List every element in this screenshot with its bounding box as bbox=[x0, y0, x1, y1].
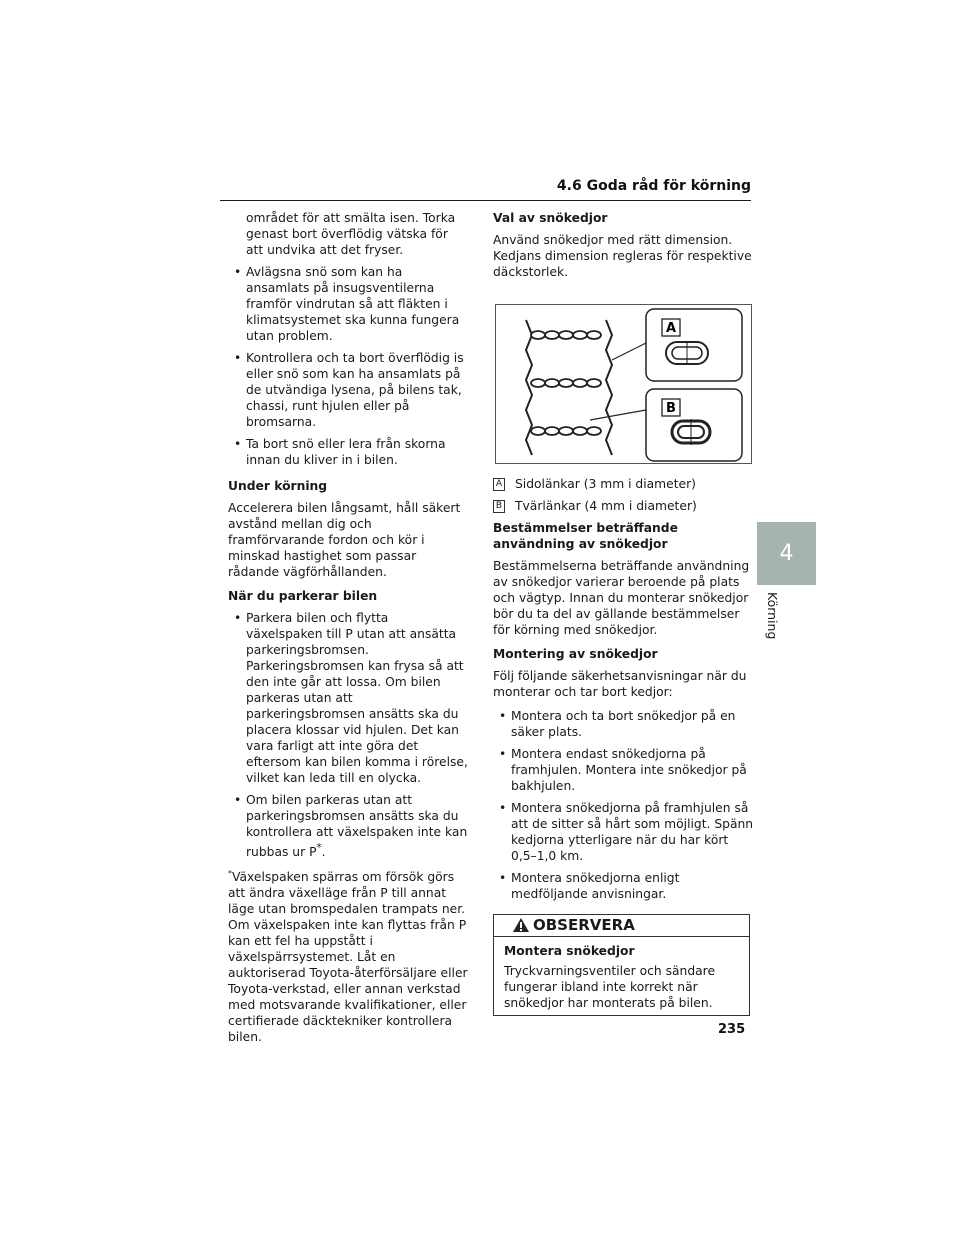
list-item: • Parkera bilen och flytta växelspaken till P utan att ansätta parkeringsbromsen. bbox=[228, 610, 468, 658]
legend-item-b bbox=[493, 498, 755, 514]
footnote-text: Växelspaken spärras om försök görs att ändra växelläge från P till annat läge utan bromspedalen trampats ner. Om växelspaken inte kan flyttas från P kan ett fel ha uppstått i växelspärrsystemet. Låt en auktoriserad Toyota-återförsäljare eller Toyota-verkstad, eller annan verkstad med motsvarande kvalifikationer, eller certifierade däcktekniker kontrollera bilen. bbox=[228, 870, 468, 1045]
paragraph-rules: Bestämmelserna beträffande användning av snökedjor varierar beroende på plats och vägtyp. Innan du monterar snökedjor bör du ta del av gällande bestämmelser för körning med snökedjor. bbox=[493, 559, 750, 637]
notice-box bbox=[493, 914, 750, 1016]
list-item: • Montera snökedjorna på framhjulen så att de sitter så hårt som möjligt. Spänn kedjorna ytterligare när du har kört 0,5–1,0 km. bbox=[493, 800, 755, 864]
notice-text: Tryckvarningsventiler och sändare fungerar ibland inte korrekt när snökedjor har monterats på bilen. bbox=[504, 964, 716, 1010]
legend-text: Sidolänkar (3 mm i diameter) bbox=[515, 477, 696, 491]
list-item: • Montera och ta bort snökedjor på en säker plats. bbox=[493, 708, 755, 740]
chain-drawing bbox=[496, 305, 751, 463]
notice-heading: Montera snökedjor bbox=[504, 944, 635, 958]
chapter-number: 4 bbox=[779, 541, 794, 566]
list-item: • Avlägsna snö som kan ha ansamlats på insugsventilerna framför vindrutan så att fläkten i klimatsystemet ska kunna fungera utan problem. bbox=[228, 264, 468, 344]
list-item-continuation: Parkeringsbromsen kan frysa så att den inte går att lossa. Om bilen parkeras utan att parkeringsbromsen ansätts ska du placera klossar vid hjulen. Det kan vara farligt att inte göra det eftersom kan bilen komma i rörelse, vilket kan leda till en olycka. bbox=[246, 659, 468, 785]
list-item: • Montera endast snökedjorna på framhjulen. Montera inte snökedjor på bakhjulen. bbox=[493, 746, 755, 794]
heading-parking: När du parkerar bilen bbox=[228, 589, 378, 603]
heading-chain-choice: Val av snökedjor bbox=[493, 211, 608, 225]
legend-key: B bbox=[493, 500, 505, 513]
chapter-label: Körning bbox=[765, 592, 780, 640]
notice-header bbox=[494, 915, 749, 937]
intro-text: området för att smälta isen. Torka genast bort överflödig vätska för att undvika att det fryser. bbox=[246, 211, 456, 257]
figure-label-b: B bbox=[666, 401, 676, 416]
right-column bbox=[493, 210, 755, 1016]
heading-rules: Bestämmelser beträffande användning av snökedjor bbox=[493, 521, 678, 551]
warning-icon bbox=[512, 917, 530, 933]
section-title: 4.6 Goda råd för körning bbox=[556, 178, 751, 194]
chapter-tab bbox=[757, 522, 816, 585]
paragraph-chain-choice: Använd snökedjor med rätt dimension. Kedjans dimension regleras för respektive däckstorlek. bbox=[493, 233, 752, 279]
list-item: • Kontrollera och ta bort överflödig is eller snö som kan ha ansamlats på de utvändiga lysena, på bilens tak, chassi, runt hjulen eller på bromsarna. bbox=[228, 350, 468, 430]
paragraph-driving: Accelerera bilen långsamt, håll säkert avstånd mellan dig och framförvarande fordon och kör i minskad hastighet som passar rådande vägförhållanden. bbox=[228, 501, 461, 579]
heading-mounting: Montering av snökedjor bbox=[493, 647, 658, 661]
legend-item-a bbox=[493, 476, 755, 492]
list-item-text: Om bilen parkeras utan att parkeringsbromsen ansätts ska du kontrollera att växelspaken inte kan rubbas ur P bbox=[246, 793, 468, 860]
page-number: 235 bbox=[718, 1022, 746, 1037]
paragraph-mounting: Följ följande säkerhetsanvisningar när du monterar och tar bort kedjor: bbox=[493, 669, 747, 699]
list-item: • Om bilen parkeras utan att parkeringsbromsen ansätts ska du kontrollera att växelspaken inte kan rubbas ur P*. bbox=[228, 792, 468, 860]
left-column bbox=[228, 210, 468, 1053]
notice-body bbox=[494, 937, 749, 1015]
figure-label-a: A bbox=[665, 321, 677, 336]
footnote bbox=[228, 866, 468, 1045]
footnote-marker: * bbox=[316, 842, 322, 854]
page-header bbox=[220, 178, 751, 201]
legend-key: A bbox=[493, 478, 505, 491]
list-item: • Ta bort snö eller lera från skorna innan du kliver in i bilen. bbox=[228, 436, 468, 468]
legend-text: Tvärlänkar (4 mm i diameter) bbox=[515, 499, 697, 513]
notice-title: OBSERVERA bbox=[533, 916, 635, 934]
footnote-marker: * bbox=[228, 869, 232, 879]
snow-chain-illustration bbox=[495, 304, 752, 464]
heading-driving: Under körning bbox=[228, 479, 328, 493]
list-item: • Montera snökedjorna enligt medföljande anvisningar. bbox=[493, 870, 755, 902]
